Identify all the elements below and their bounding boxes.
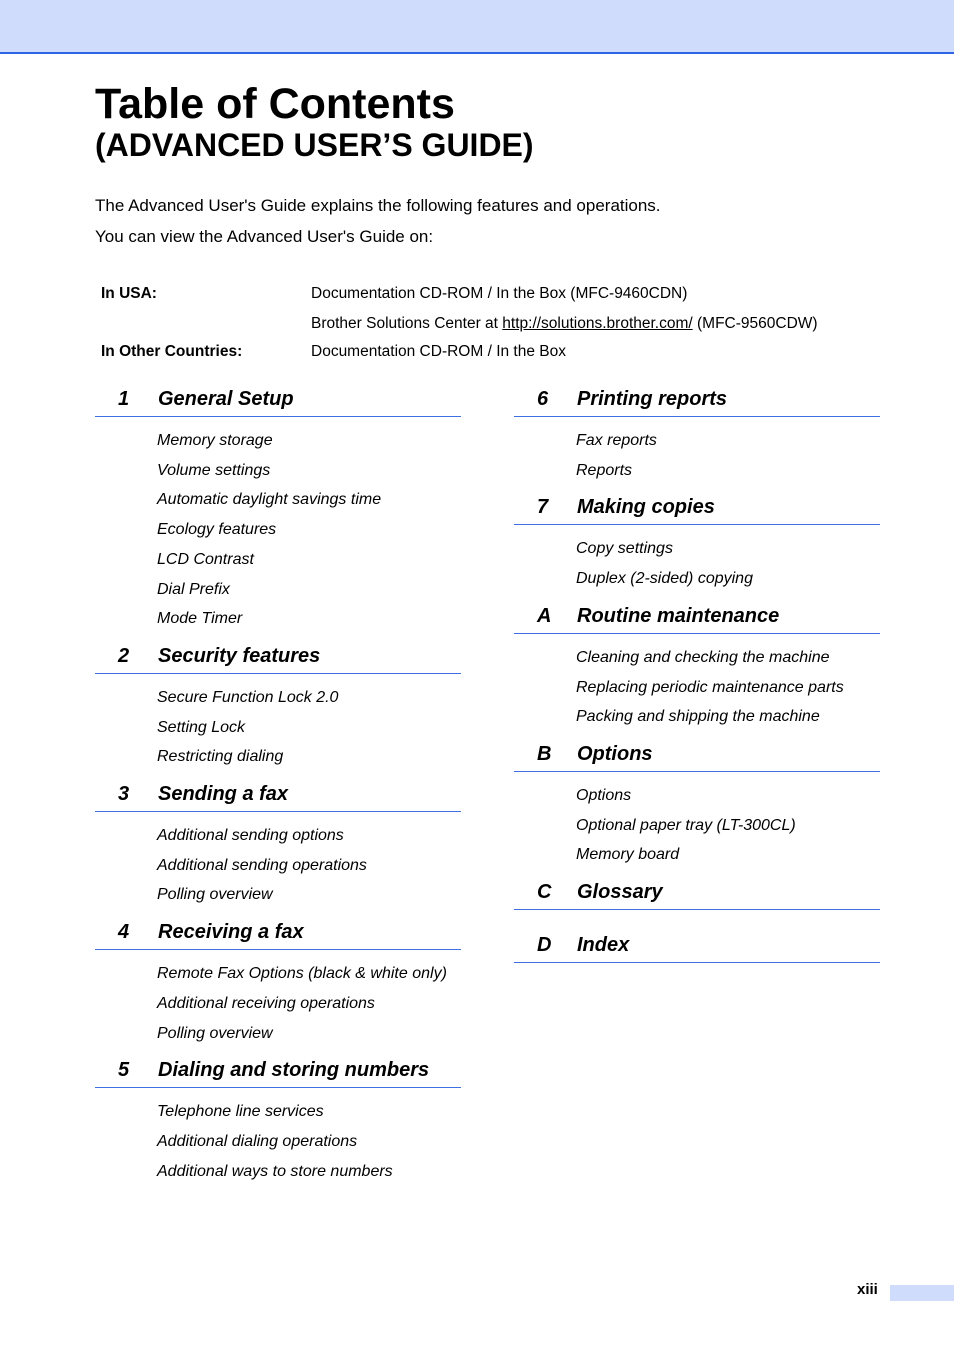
- toc-item[interactable]: Setting Lock: [157, 718, 246, 736]
- toc-section-title: Printing reports: [577, 388, 728, 410]
- toc-item-list: [514, 525, 880, 593]
- toc-section: [95, 919, 461, 1048]
- toc-item[interactable]: Optional paper tray (LT-300CL): [576, 816, 796, 834]
- toc-section: [95, 781, 461, 910]
- toc-item[interactable]: Mode Timer: [157, 610, 243, 628]
- usa-value-1: Documentation CD-ROM / In the Box (MFC-9460CDN): [311, 285, 688, 302]
- toc-section-number: B: [537, 742, 552, 765]
- toc-section-title: Glossary: [577, 881, 663, 904]
- toc-item[interactable]: Cleaning and checking the machine: [576, 648, 830, 666]
- header-band: [0, 0, 954, 54]
- toc-section-title: Receiving a fax: [158, 921, 304, 944]
- toc-right-column: [514, 386, 880, 963]
- toc-item[interactable]: Additional ways to store numbers: [157, 1162, 393, 1180]
- toc-section-heading[interactable]: [514, 932, 880, 963]
- toc-section-title: General Setup: [158, 388, 294, 410]
- page-subtitle: (ADVANCED USER’S GUIDE): [95, 127, 534, 163]
- toc-section-number: 5: [118, 1059, 130, 1082]
- toc-item[interactable]: Polling overview: [157, 886, 273, 904]
- toc-section-number: 2: [118, 644, 130, 667]
- toc-section-heading[interactable]: [514, 741, 880, 772]
- toc-section-number: C: [537, 881, 552, 904]
- toc-section-heading[interactable]: [514, 494, 880, 525]
- toc-item[interactable]: Additional sending options: [157, 827, 344, 845]
- toc-section: [514, 386, 880, 485]
- toc-item[interactable]: Remote Fax Options (black & white only): [157, 965, 447, 983]
- toc-item[interactable]: Volume settings: [157, 461, 271, 479]
- toc-item[interactable]: LCD Contrast: [157, 550, 254, 568]
- toc-section-title: Index: [577, 934, 630, 957]
- toc-section-number: 7: [537, 496, 549, 519]
- toc-section-number: 4: [118, 921, 130, 944]
- toc-section: [514, 603, 880, 732]
- toc-section-title: Security features: [158, 644, 321, 667]
- toc-item[interactable]: Replacing periodic maintenance parts: [576, 678, 844, 696]
- toc-section: [514, 879, 880, 910]
- toc-section-title: Dialing and storing numbers: [158, 1059, 430, 1082]
- intro-line-2: You can view the Advanced User's Guide on:: [95, 227, 434, 246]
- toc-section-title: Making copies: [577, 496, 715, 519]
- toc-section-heading[interactable]: [514, 603, 880, 634]
- toc-item[interactable]: Restricting dialing: [157, 748, 284, 766]
- toc-item-list: [514, 634, 880, 732]
- toc-item-list: [95, 812, 461, 910]
- toc-section-number: 6: [537, 388, 549, 410]
- toc-section-title: Options: [577, 742, 653, 765]
- toc-item[interactable]: Copy settings: [576, 540, 673, 558]
- toc-section-title: Sending a fax: [158, 783, 289, 806]
- toc-section-heading[interactable]: [95, 386, 461, 417]
- intro-line-1: The Advanced User's Guide explains the following features and operations.: [95, 196, 661, 215]
- usa-label: In USA:: [101, 285, 157, 302]
- toc-item[interactable]: Additional receiving operations: [157, 994, 375, 1012]
- toc-item[interactable]: Telephone line services: [157, 1103, 324, 1121]
- toc-section-title: Routine maintenance: [577, 604, 780, 627]
- solutions-center-link[interactable]: http://solutions.brother.com/: [502, 315, 693, 332]
- page-number: xiii: [857, 1281, 878, 1298]
- toc-item-list: [95, 674, 461, 772]
- toc-item[interactable]: Memory board: [576, 846, 680, 864]
- toc-item[interactable]: Secure Function Lock 2.0: [157, 688, 339, 706]
- other-countries-label: In Other Countries:: [101, 343, 243, 360]
- toc-item[interactable]: Memory storage: [157, 432, 273, 449]
- toc-item[interactable]: Polling overview: [157, 1024, 273, 1042]
- page-tab-marker: [890, 1285, 954, 1301]
- toc-item[interactable]: Packing and shipping the machine: [576, 708, 820, 726]
- page-title: Table of Contents: [95, 80, 455, 128]
- toc-section: [514, 932, 880, 963]
- toc-section-number: 3: [118, 783, 130, 806]
- toc-section: [95, 386, 461, 634]
- toc-item[interactable]: Fax reports: [576, 432, 657, 449]
- toc-item[interactable]: Additional dialing operations: [157, 1132, 358, 1150]
- toc-section-number: D: [537, 934, 552, 957]
- toc-section: [95, 1057, 461, 1186]
- usa-value-2-prefix: Brother Solutions Center at: [311, 315, 503, 332]
- toc-item[interactable]: Reports: [576, 461, 633, 479]
- toc-item-list: [95, 417, 461, 634]
- toc-left-column: [95, 386, 461, 1186]
- other-countries-value: Documentation CD-ROM / In the Box: [311, 343, 566, 360]
- toc-section-heading[interactable]: [514, 386, 880, 417]
- toc-section: [95, 643, 461, 772]
- toc-section-heading[interactable]: [95, 1057, 461, 1088]
- toc-item[interactable]: Dial Prefix: [157, 580, 230, 598]
- toc-section-heading[interactable]: [95, 643, 461, 674]
- toc-item[interactable]: Automatic daylight savings time: [157, 491, 382, 509]
- toc-section-heading[interactable]: [514, 879, 880, 910]
- toc-item-list: [95, 1088, 461, 1186]
- usa-value-2: [311, 315, 818, 333]
- toc-section-heading[interactable]: [95, 781, 461, 812]
- toc-item-list: [95, 950, 461, 1048]
- toc-section-heading[interactable]: [95, 919, 461, 950]
- toc-item-list: [514, 417, 880, 485]
- toc-item-list: [514, 772, 880, 870]
- toc-item[interactable]: Ecology features: [157, 521, 277, 539]
- toc-item[interactable]: Additional sending operations: [157, 856, 367, 874]
- toc-item[interactable]: Duplex (2-sided) copying: [576, 570, 753, 588]
- toc-section-number: 1: [118, 388, 130, 410]
- toc-item[interactable]: Options: [576, 786, 632, 804]
- toc-section: [514, 494, 880, 593]
- toc-section-number: A: [537, 604, 552, 627]
- usa-value-2-suffix: (MFC-9560CDW): [692, 315, 818, 332]
- toc-section: [514, 741, 880, 870]
